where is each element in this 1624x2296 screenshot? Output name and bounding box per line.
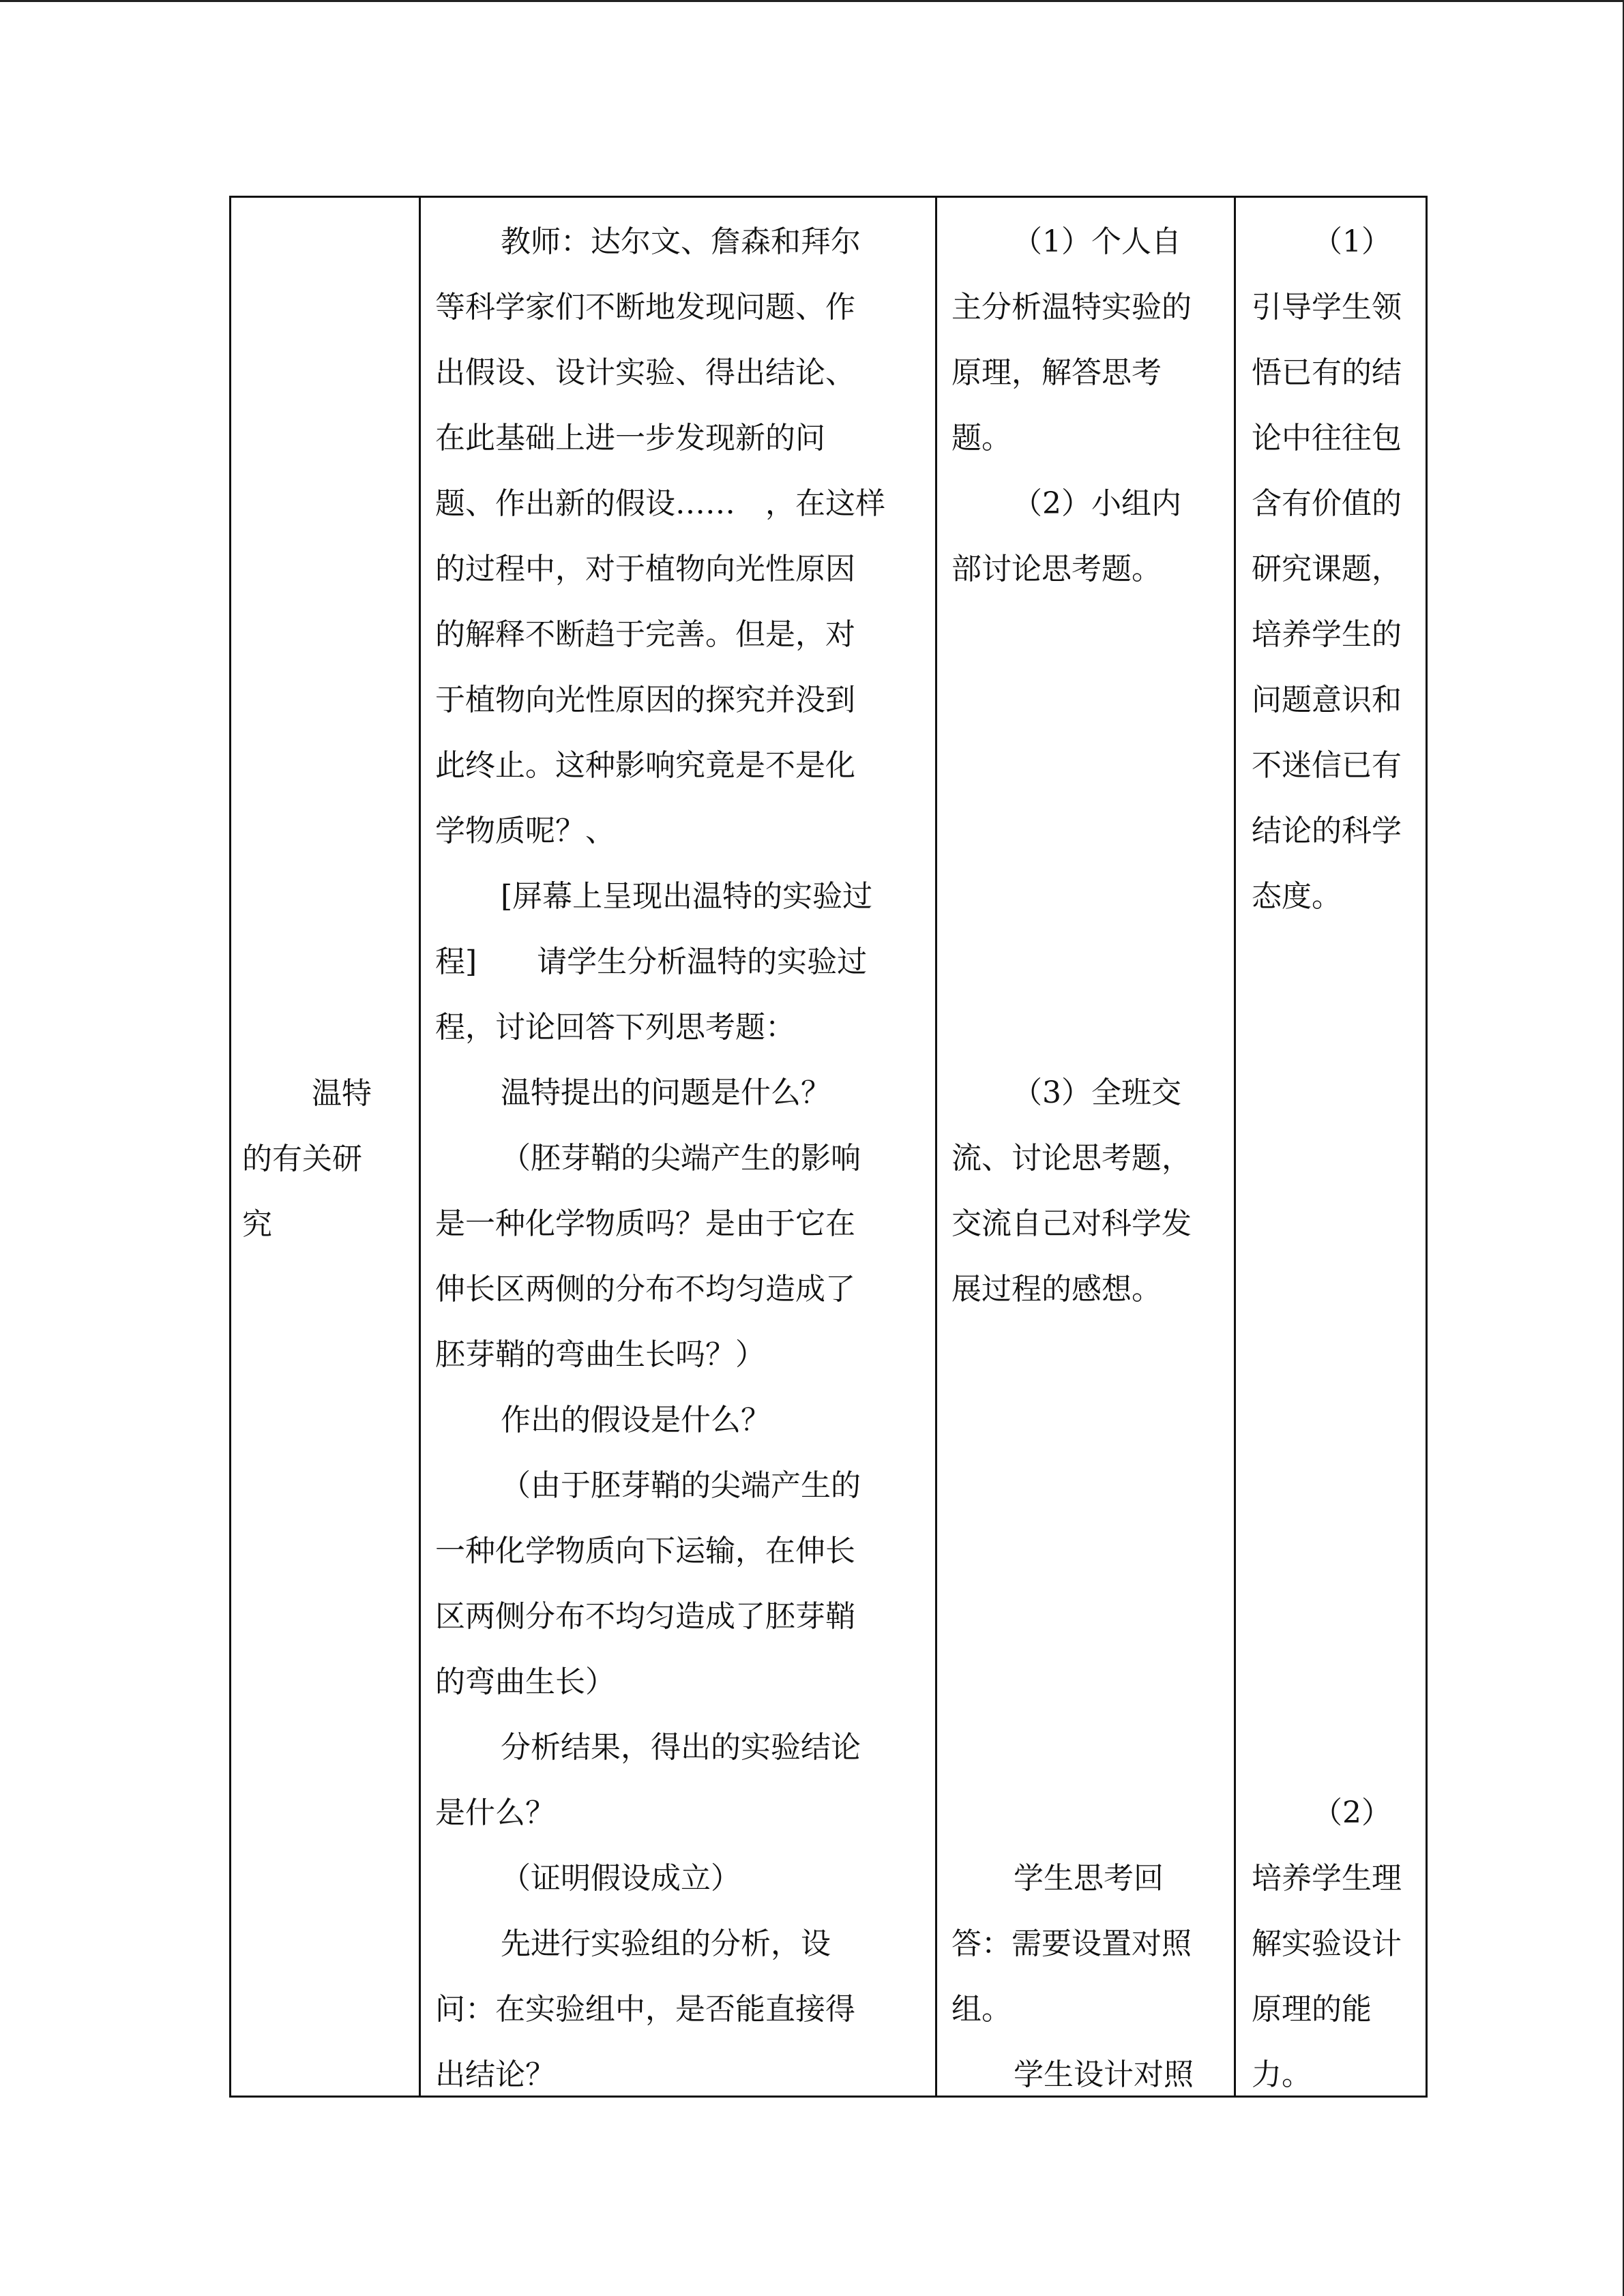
teacher-line: 出结论？ [435,2057,555,2092]
teacher-line: 是什么？ [435,1795,555,1830]
teacher-line: 出假设、设计实验、得出结论、 [435,355,855,390]
teacher-line: 先进行实验组的分析，设 [501,1926,831,1961]
student-line: 答：需要设置对照 [951,1926,1192,1961]
teacher-line: 的弯曲生长） [435,1665,615,1699]
teacher-line: 学物质呢？、 [435,814,615,848]
intent-line: 原理的能 [1252,1992,1372,2027]
student-line: （1）个人自 [1012,224,1181,259]
intent-line: 论中往往包 [1252,421,1402,456]
teacher-line: 教师：达尔文、詹森和拜尔 [501,224,861,259]
student-line: 学生设计对照 [1014,2057,1194,2092]
teacher-line: 的过程中，对于植物向光性原因 [435,552,855,586]
lesson-table [229,196,1428,2098]
intent-line: 引导学生领 [1252,290,1402,325]
page-top-rule [0,0,1624,2]
student-line: 主分析温特实验的 [951,290,1192,325]
teacher-line: 此终止。这种影响究竟是不是化 [435,748,855,783]
teacher-line: 问：在实验组中，是否能直接得 [435,1992,855,2027]
teacher-line: 分析结果，得出的实验结论 [501,1730,861,1765]
teacher-line: 在此基础上进一步发现新的问 [435,421,825,456]
student-line: 流、讨论思考题， [951,1141,1192,1176]
student-line: 组。 [951,1992,1012,2027]
intent-line: 结论的科学 [1252,814,1402,848]
topic-cell [231,198,419,2096]
teacher-line: 题、作出新的假设…… ，在这样 [435,486,885,521]
intent-line: 解实验设计 [1252,1926,1402,1961]
teacher-line: （证明假设成立） [501,1861,741,1896]
teacher-line: 等科学家们不断地发现问题、作 [435,290,855,325]
student-line: 展过程的感想。 [951,1272,1162,1307]
student-line: 学生思考回 [1014,1861,1164,1896]
topic-line: 究 [242,1207,272,1242]
teacher-line: 区两侧分布不均匀造成了胚芽鞘 [435,1599,855,1634]
topic-line: 的有关研 [242,1142,362,1176]
intent-line: （2） [1312,1795,1391,1830]
teacher-line: 伸长区两侧的分布不均匀造成了 [435,1272,855,1307]
intent-line: 不迷信已有 [1252,748,1402,783]
intent-line: 力。 [1252,2057,1312,2092]
teacher-line: 温特提出的问题是什么？ [501,1075,831,1110]
intent-line: 培养学生理 [1252,1861,1402,1896]
teacher-line: 一种化学物质向下运输，在伸长 [435,1534,855,1568]
intent-line: 含有价值的 [1252,486,1402,521]
intent-line: 态度。 [1252,879,1342,914]
teacher-line: 的解释不断趋于完善。但是，对 [435,617,855,652]
student-line: 交流自己对科学发 [951,1206,1192,1241]
student-line: 原理，解答思考 [951,355,1162,390]
intent-line: （1） [1312,224,1391,259]
topic-line: 温特 [312,1076,372,1111]
teacher-line: （胚芽鞘的尖端产生的影响 [501,1141,861,1176]
design-intent-cell [1236,198,1426,2096]
teacher-line: 作出的假设是什么？ [501,1403,771,1437]
student-line: （2）小组内 [1012,486,1181,521]
teacher-line: 程] 请学生分析温特的实验过 [435,944,868,979]
intent-line: 问题意识和 [1252,683,1402,717]
teacher-line: 胚芽鞘的弯曲生长吗？） [435,1337,765,1372]
student-line: 题。 [951,421,1012,456]
teacher-activity-cell [421,198,935,2096]
teacher-line: 是一种化学物质吗？是由于它在 [435,1206,855,1241]
teacher-line: 于植物向光性原因的探究并没到 [435,683,855,717]
student-line: 部讨论思考题。 [951,552,1162,586]
intent-line: 悟已有的结 [1252,355,1402,390]
student-line: （3）全班交 [1012,1075,1181,1110]
intent-line: 研究课题， [1252,552,1402,586]
teacher-line: [屏幕上呈现出温特的实验过 [501,879,873,914]
student-activity-cell [937,198,1234,2096]
teacher-line: （由于胚芽鞘的尖端产生的 [501,1468,861,1503]
teacher-line: 程，讨论回答下列思考题： [435,1010,795,1045]
intent-line: 培养学生的 [1252,617,1402,652]
